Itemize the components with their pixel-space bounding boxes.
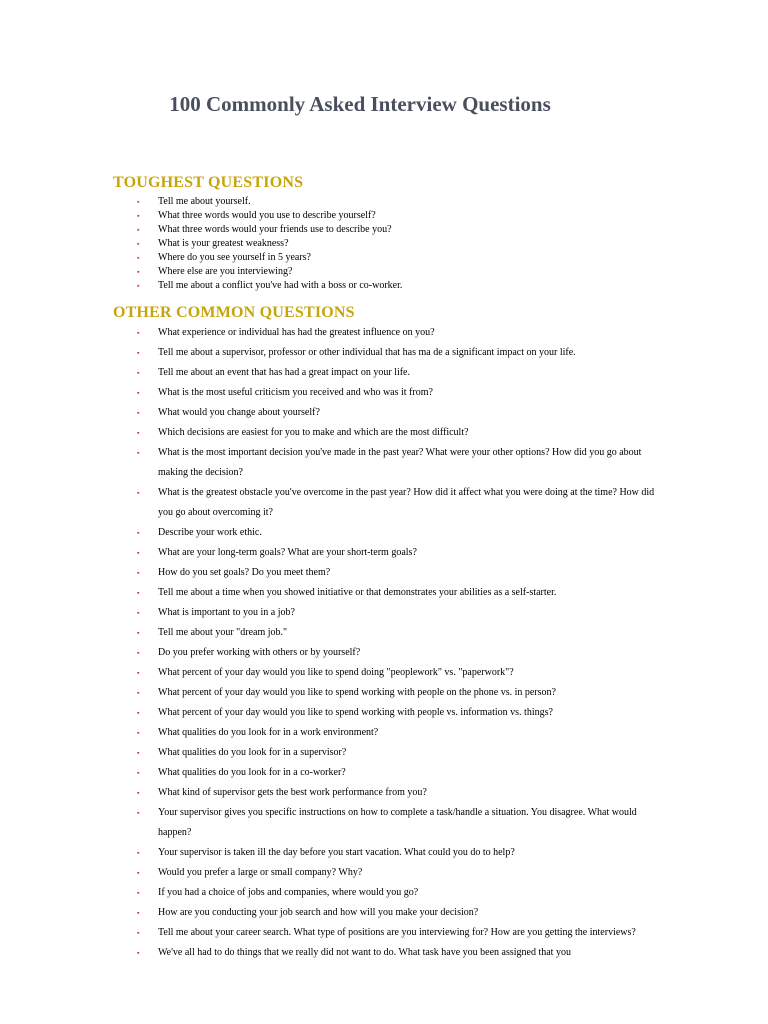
bullet-icon: ▪: [137, 282, 140, 290]
section-heading-toughest: TOUGHEST QUESTIONS: [113, 174, 304, 191]
bullet-icon: ▪: [137, 429, 140, 437]
bullet-icon: ▪: [137, 254, 140, 262]
question-text: Where do you see yourself in 5 years?: [158, 252, 311, 263]
bullet-icon: ▪: [137, 889, 140, 897]
bullet-icon: ▪: [137, 729, 140, 737]
question-text: Which decisions are easiest for you to make and which are the most difficult?: [158, 427, 469, 438]
question-text: What are your long-term goals? What are your short-term goals?: [158, 547, 417, 558]
question-item: [0, 603, 768, 623]
bullet-icon: ▪: [137, 389, 140, 397]
question-item: [0, 643, 768, 663]
question-text: How are you conducting your job search and how will you make your decision?: [158, 907, 479, 918]
question-item: [0, 209, 768, 223]
bullet-icon: ▪: [137, 329, 140, 337]
bullet-icon: ▪: [137, 649, 140, 657]
question-text: What percent of your day would you like to spend working with people vs. information vs. things?: [158, 707, 553, 718]
question-item: [0, 783, 768, 803]
bullet-icon: ▪: [137, 949, 140, 957]
question-item: [0, 343, 768, 363]
bullet-icon: ▪: [137, 869, 140, 877]
question-text: If you had a choice of jobs and companies, where would you go?: [158, 887, 419, 898]
question-item: [0, 703, 768, 723]
question-text: Tell me about an event that has had a great impact on your life.: [158, 367, 410, 378]
question-text: Where else are you interviewing?: [158, 266, 293, 277]
bullet-icon: ▪: [137, 349, 140, 357]
question-text: Tell me about your career search. What type of positions are you interviewing for? How are you getting the interviews?: [158, 927, 636, 938]
bullet-icon: ▪: [137, 909, 140, 917]
question-text: What three words would you use to describe yourself?: [158, 210, 376, 221]
question-text: What is your greatest weakness?: [158, 238, 289, 249]
question-text: What qualities do you look for in a supervisor?: [158, 747, 347, 758]
bullet-icon: ▪: [137, 212, 140, 220]
question-item: [0, 265, 768, 279]
bullet-icon: ▪: [137, 629, 140, 637]
bullet-icon: ▪: [137, 569, 140, 577]
question-text: What qualities do you look for in a work environment?: [158, 727, 379, 738]
question-item: [0, 583, 768, 603]
question-text: Tell me about yourself.: [158, 196, 251, 207]
question-item: [0, 763, 768, 783]
other-questions-list: [0, 323, 768, 963]
question-item: [0, 903, 768, 923]
question-item: [0, 863, 768, 883]
question-text: We've all had to do things that we really did not want to do. What task have you been assigned that you: [158, 947, 571, 958]
bullet-icon: ▪: [137, 589, 140, 597]
question-item: [0, 443, 768, 483]
bullet-icon: ▪: [137, 929, 140, 937]
question-text: Do you prefer working with others or by yourself?: [158, 647, 361, 658]
question-text: Your supervisor gives you specific instructions on how to complete a task/handle a situation. You disagree. What would happen?: [158, 807, 637, 838]
question-item: [0, 279, 768, 293]
bullet-icon: ▪: [137, 549, 140, 557]
question-item: [0, 363, 768, 383]
question-text: Tell me about a time when you showed initiative or that demonstrates your abilities as a self-starter.: [158, 587, 557, 598]
question-text: How do you set goals? Do you meet them?: [158, 567, 331, 578]
question-item: [0, 237, 768, 251]
bullet-icon: ▪: [137, 609, 140, 617]
bullet-icon: ▪: [137, 240, 140, 248]
bullet-icon: ▪: [137, 449, 140, 457]
question-text: What percent of your day would you like to spend working with people on the phone vs. in person?: [158, 687, 556, 698]
question-text: What is important to you in a job?: [158, 607, 295, 618]
bullet-icon: ▪: [137, 709, 140, 717]
question-text: Tell me about a conflict you've had with a boss or co-worker.: [158, 280, 403, 291]
question-item: [0, 843, 768, 863]
question-item: [0, 663, 768, 683]
toughest-questions-list: [0, 195, 768, 293]
question-item: [0, 523, 768, 543]
question-item: [0, 383, 768, 403]
question-item: [0, 543, 768, 563]
bullet-icon: ▪: [137, 789, 140, 797]
question-item: [0, 483, 768, 523]
bullet-icon: ▪: [137, 669, 140, 677]
question-text: What is the greatest obstacle you've overcome in the past year? How did it affect what you were doing at the time? How did you go about overcoming it?: [158, 487, 655, 518]
question-item: [0, 223, 768, 237]
question-text: What qualities do you look for in a co-worker?: [158, 767, 346, 778]
question-text: What is the most useful criticism you received and who was it from?: [158, 387, 433, 398]
page-title: 100 Commonly Asked Interview Questions: [169, 92, 551, 116]
question-text: Tell me about a supervisor, professor or other individual that has ma de a significant impact on your life.: [158, 347, 576, 358]
section-heading-other: OTHER COMMON QUESTIONS: [113, 304, 355, 321]
question-text: Would you prefer a large or small company? Why?: [158, 867, 363, 878]
bullet-icon: ▪: [137, 489, 140, 497]
question-item: [0, 683, 768, 703]
question-text: What percent of your day would you like to spend doing "peoplework" vs. "paperwork"?: [158, 667, 514, 678]
question-text: What three words would your friends use to describe you?: [158, 224, 392, 235]
bullet-icon: ▪: [137, 769, 140, 777]
question-item: [0, 943, 768, 963]
bullet-icon: ▪: [137, 409, 140, 417]
question-text: Describe your work ethic.: [158, 527, 262, 538]
question-text: Your supervisor is taken ill the day before you start vacation. What could you do to help?: [158, 847, 515, 858]
bullet-icon: ▪: [137, 749, 140, 757]
question-item: [0, 803, 768, 843]
question-item: [0, 563, 768, 583]
bullet-icon: ▪: [137, 689, 140, 697]
question-text: What would you change about yourself?: [158, 407, 320, 418]
bullet-icon: ▪: [137, 809, 140, 817]
bullet-icon: ▪: [137, 226, 140, 234]
question-text: What kind of supervisor gets the best work performance from you?: [158, 787, 427, 798]
bullet-icon: ▪: [137, 529, 140, 537]
question-item: [0, 195, 768, 209]
question-item: [0, 403, 768, 423]
question-text: What experience or individual has had the greatest influence on you?: [158, 327, 435, 338]
question-item: [0, 883, 768, 903]
question-item: [0, 723, 768, 743]
question-item: [0, 251, 768, 265]
question-text: Tell me about your "dream job.": [158, 627, 288, 638]
question-item: [0, 323, 768, 343]
bullet-icon: ▪: [137, 369, 140, 377]
question-item: [0, 423, 768, 443]
question-item: [0, 923, 768, 943]
question-item: [0, 743, 768, 763]
bullet-icon: ▪: [137, 849, 140, 857]
bullet-icon: ▪: [137, 198, 140, 206]
bullet-icon: ▪: [137, 268, 140, 276]
question-item: [0, 623, 768, 643]
question-text: What is the most important decision you've made in the past year? What were your other options? How did you go about making the decision?: [158, 447, 642, 478]
